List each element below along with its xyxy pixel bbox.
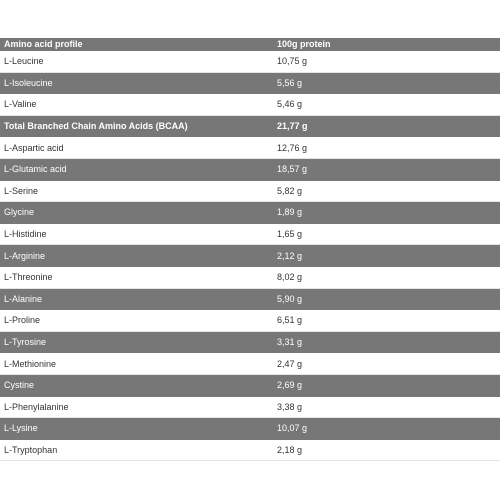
amino-acid-amount: 5,82 g xyxy=(277,185,303,196)
table-row xyxy=(0,202,500,224)
amino-acid-amount: 2,18 g xyxy=(277,444,303,455)
table-row xyxy=(0,375,500,397)
amino-acid-name: L-Serine xyxy=(4,185,39,196)
amino-acid-name: L-Alanine xyxy=(4,293,43,304)
amino-acid-amount: 8,02 g xyxy=(277,272,303,283)
amino-acid-name: L-Isoleucine xyxy=(4,77,53,88)
amino-acid-name: L-Tyrosine xyxy=(4,337,47,348)
table-row xyxy=(0,332,500,354)
amino-acid-name: L-Histidine xyxy=(4,229,47,240)
table-row xyxy=(0,418,500,440)
amino-acid-name: L-Methionine xyxy=(4,358,57,369)
amino-acid-amount: 10,75 g xyxy=(277,56,308,67)
amino-acid-amount: 2,47 g xyxy=(277,358,303,369)
amino-acid-name: L-Lysine xyxy=(4,423,38,434)
amino-acid-amount: 21,77 g xyxy=(277,121,308,132)
amino-acid-amount: 5,90 g xyxy=(277,293,303,304)
amino-acid-name: L-Tryptophan xyxy=(4,444,58,455)
amino-acid-amount: 18,57 g xyxy=(277,164,308,175)
table-row xyxy=(0,289,500,311)
amino-acid-table xyxy=(0,38,500,461)
amino-acid-name: L-Proline xyxy=(4,315,41,326)
table-row xyxy=(0,245,500,267)
amino-acid-amount: 1,89 g xyxy=(277,207,303,218)
table-row xyxy=(0,116,500,138)
amino-acid-amount: 5,56 g xyxy=(277,77,303,88)
table-row xyxy=(0,73,500,95)
amino-acid-name: Cystine xyxy=(4,380,35,391)
header-amino-acid-profile: Amino acid profile xyxy=(4,39,83,49)
amino-acid-amount: 12,76 g xyxy=(277,142,308,153)
amino-acid-name: L-Arginine xyxy=(4,250,46,261)
table-row xyxy=(0,353,500,375)
amino-acid-name: L-Leucine xyxy=(4,56,44,67)
amino-acid-name: Glycine xyxy=(4,207,35,218)
amino-acid-name: L-Phenylalanine xyxy=(4,401,69,412)
amino-acid-name: Total Branched Chain Amino Acids (BCAA) xyxy=(4,121,188,132)
table-row xyxy=(0,310,500,332)
table-row xyxy=(0,94,500,116)
table-row xyxy=(0,224,500,246)
amino-acid-name: L-Threonine xyxy=(4,272,53,283)
amino-acid-amount: 2,12 g xyxy=(277,250,303,261)
amino-acid-amount: 10,07 g xyxy=(277,423,308,434)
table-row xyxy=(0,181,500,203)
amino-acid-amount: 6,51 g xyxy=(277,315,303,326)
table-row xyxy=(0,51,500,73)
table-body xyxy=(0,51,500,461)
amino-acid-amount: 2,69 g xyxy=(277,380,303,391)
table-row xyxy=(0,137,500,159)
amino-acid-amount: 3,31 g xyxy=(277,337,303,348)
amino-acid-name: L-Aspartic acid xyxy=(4,142,64,153)
amino-acid-amount: 3,38 g xyxy=(277,401,303,412)
table-row xyxy=(0,267,500,289)
amino-acid-name: L-Valine xyxy=(4,99,37,110)
table-row xyxy=(0,159,500,181)
table-header-row xyxy=(0,38,500,51)
header-100g-protein: 100g protein xyxy=(277,39,331,49)
table-row xyxy=(0,440,500,462)
amino-acid-amount: 5,46 g xyxy=(277,99,303,110)
amino-acid-amount: 1,65 g xyxy=(277,229,303,240)
amino-acid-name: L-Glutamic acid xyxy=(4,164,67,175)
table-row xyxy=(0,397,500,419)
